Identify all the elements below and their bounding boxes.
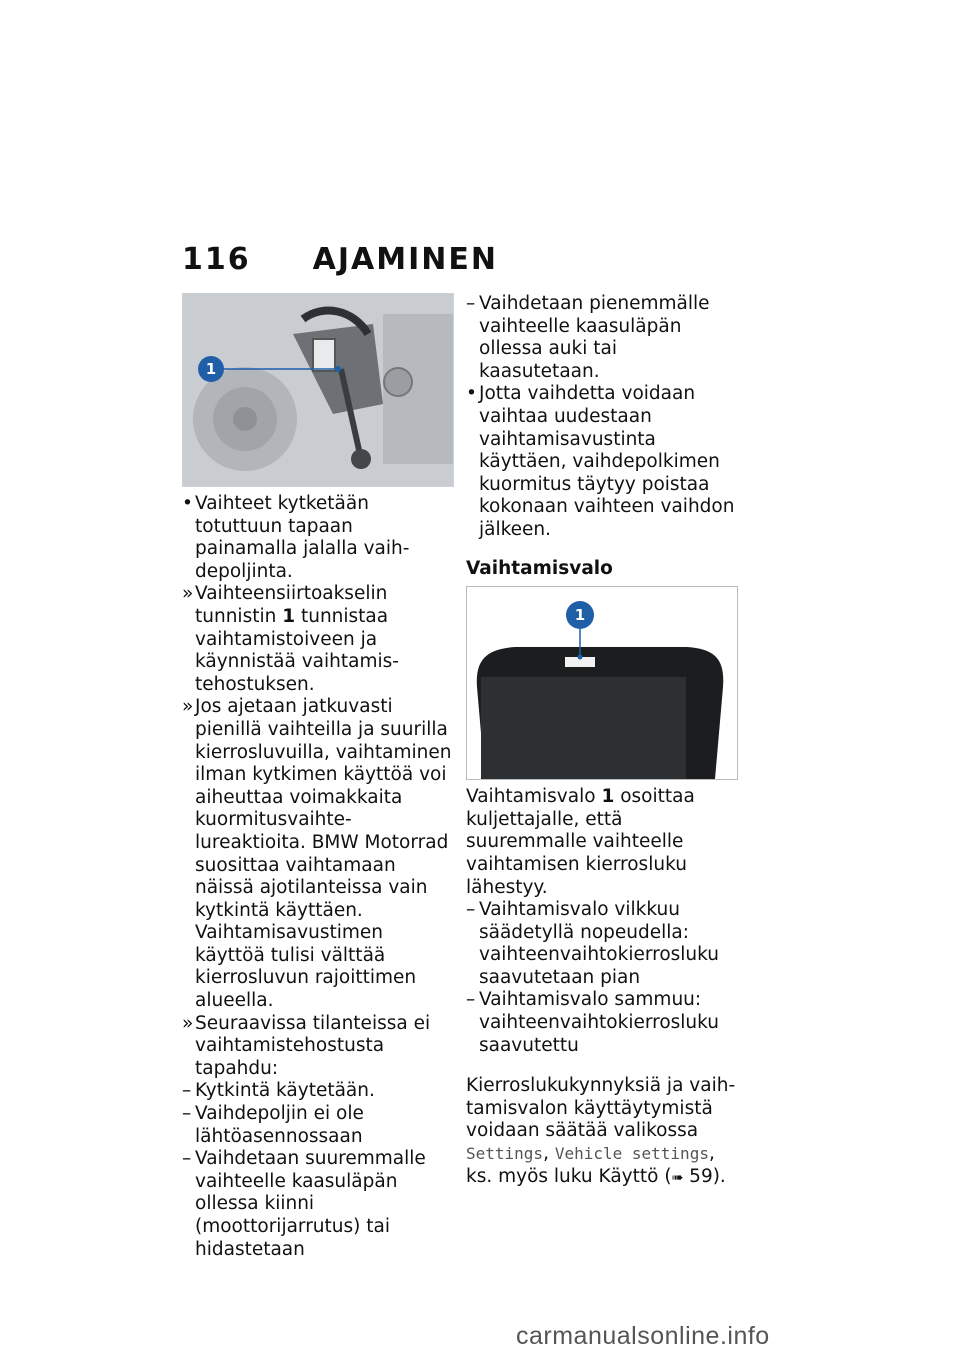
watermark: carmanualsonline.info [516,1322,770,1350]
list-item: – Vaihdepoljin ei ole lähtöasennossaan [182,1103,364,1147]
page-header [182,242,498,277]
settings-paragraph: Kierroslukukynnyksiä ja vaihtamisvalon käyttäytymistä voidaan säätää valikossa Settings, Vehicle settings, ks. myös luku Käyttö (➠ 59). [466,1075,738,1189]
right-column [466,293,738,1189]
shift-light-display-illustration [466,586,738,780]
menu-path-vehicle-settings: Vehicle settings [554,1144,709,1164]
chapter-title: AJAMINEN [312,242,498,277]
list-item: – Vaihdetaan suuremmalle vaihteelle kaasuläpän ollessa kiinni (moottorijarrutus) tai hidastetaan [182,1148,426,1260]
callout-1: 1 [205,360,217,378]
menu-path-settings: Settings [466,1144,544,1164]
callout-1: 1 [574,606,586,625]
list-item: » Seuraavissa tilanteissa ei vaihtamistehostusta tapahdu: [182,1012,431,1079]
list-item: – Vaihtamisvalo vilkkuu säädetyllä nopeudella: vaihteenvaihtokierrosluku saavutetaan pian [466,899,720,988]
page-number: 116 [182,242,251,277]
shift-light-description: Vaihtamisvalo 1 osoittaa kuljettajalle, että suuremmalle vaihteelle vaihtamisen kierrosluku lähestyy. [466,786,695,898]
list-item: • Jotta vaihdetta voidaan vaihtaa uudestaan vaihtamisavustinta käyttäen, vaihdepolkimen kuormitus täytyy poistaa kokonaan vaihteen vaihdon jälkeen. [466,383,735,540]
left-column [182,293,454,1261]
page-reference-arrow-icon: ➠ [671,1169,684,1186]
engine-illustration [183,294,453,486]
list-item: – Vaihdetaan pienemmälle vaihteelle kaasuläpän ollessa auki tai kaasutetaan. [466,293,710,382]
list-item: » Vaihteensiirtoakselin tunnistin 1 tunnistaa vaihtamistoiveen ja käynnistää vaihtamistehostuksen. [182,583,399,695]
list-item: – Vaihtamisvalo sammuu: vaihteenvaihtokierrosluku saavutettu [466,989,720,1056]
list-item: – Kytkintä käytetään. [182,1080,375,1102]
tft-display-illustration [467,587,737,779]
gear-shift-sensor-photo [182,293,454,487]
list-item: » Jos ajetaan jatkuvasti pienillä vaihteilla ja suurilla kierrosluvuilla, vaihtaminen ilman kytkimen käyttöä voi aiheuttaa voimakkaita kuormitusvaihtelureaktioita. BMW Motorrad suosittaa vaihtamaan näissä ajotilanteissa vain kytkintä käyttäen. Vaihtamisavustimen käyttöä tulisi välttää kierrosluvun rajoittimen alueella. [182,696,452,1012]
list-item: • Vaihteet kytketään totuttuun tapaan painamalla jalalla vaihdepoljinta. [182,493,410,582]
section-heading: Vaihtamisvalo [466,557,613,579]
